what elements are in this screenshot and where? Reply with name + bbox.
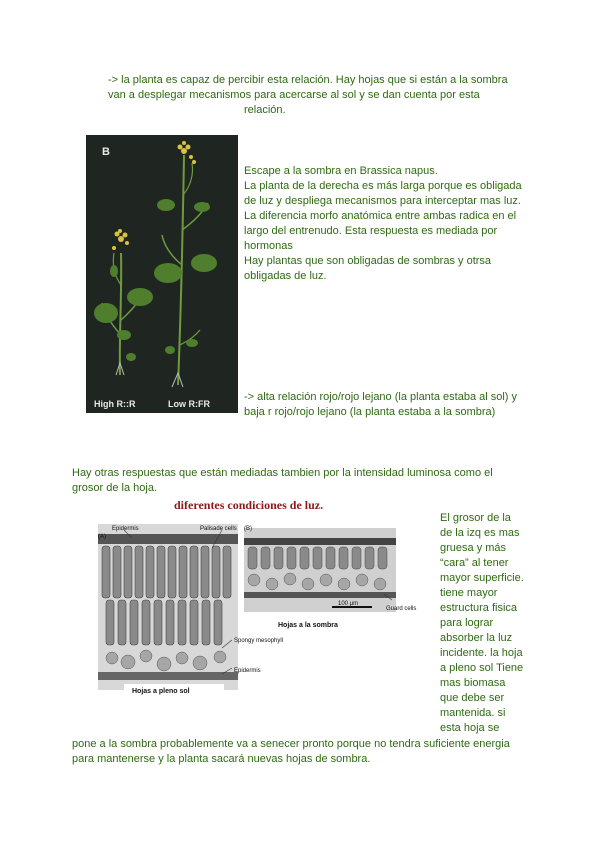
label-a: (A) <box>98 534 106 540</box>
intro-line-3: relación. <box>244 104 286 116</box>
label-spongy: Spongy mesophyll <box>234 638 284 644</box>
arrow-note-line-2: baja r rojo/rojo lejano (la planta estaba a la sombra) <box>244 406 496 418</box>
brassica-plants-photo <box>86 135 238 413</box>
side2-line: estructura fisica <box>440 602 518 614</box>
arrow-note-line-1: -> alta relación rojo/rojo lejano (la planta estaba al sol) y <box>244 391 518 403</box>
scale-bar-label: 100 μm <box>338 601 359 607</box>
side2-line: a pleno sol Tiene <box>440 662 524 674</box>
side2-line: gruesa y más <box>440 542 507 554</box>
side2-line: para lograr <box>440 617 494 629</box>
para2-line-1: Hay otras respuestas que están mediadas tambien por la intensidad luminosa como el <box>72 467 493 479</box>
para2-line-2: grosor de la hoja. <box>72 482 157 494</box>
side2-line: El grosor de la <box>440 512 511 524</box>
side2-line: tiene mayor <box>440 587 498 599</box>
side2-line: incidente. la hoja <box>440 647 523 659</box>
label-low-r-fr: Low R:FR <box>168 399 210 409</box>
side1-line: La diferencia morfo anatómica entre ambas radica en el <box>244 210 517 222</box>
side2-line: “cara” al tener <box>440 557 509 569</box>
label-hojas-sol: Hojas a pleno sol <box>132 688 190 695</box>
plants-illustration <box>86 135 238 413</box>
side2-line: que debe ser <box>440 692 505 704</box>
closing-line-1: pone a la sombra probablemente va a senecer pronto porque no tendra suficiente energia <box>72 738 510 750</box>
side1-line: largo del entrenudo. Esta respuesta es mediada por <box>244 225 498 237</box>
side1-line: Escape a la sombra en Brassica napus. <box>244 165 438 177</box>
label-hojas-sombra: Hojas a la sombra <box>278 622 338 629</box>
side1-line: obligadas de luz. <box>244 270 327 282</box>
side1-line: La planta de la derecha es más larga porque es obligada <box>244 180 522 192</box>
leaf-cross-section-figure <box>72 500 434 721</box>
side2-line: esta hoja se <box>440 722 500 734</box>
label-high-r-fr: High R::R <box>94 399 136 409</box>
label-epidermis-top: Epidermis <box>112 526 139 532</box>
figure-caption-top: diferentes condiciones de luz. <box>174 500 324 512</box>
side2-line: mayor superficie. <box>440 572 524 584</box>
intro-line-1: -> la planta es capaz de percibir esta relación. Hay hojas que si están a la sombra <box>108 74 508 86</box>
label-palisade: Palisade cells <box>200 526 237 532</box>
label-b: (B) <box>244 526 252 532</box>
side2-line: mas biomasa <box>440 677 506 689</box>
side1-line: Hay plantas que son obligadas de sombras y otrsa <box>244 255 492 267</box>
closing-line-2: para mantenerse y la planta sacará nuevas hojas de sombra. <box>72 753 371 765</box>
label-guard-cells: Guard cells <box>386 606 417 612</box>
side2-line: absorber la luz <box>440 632 513 644</box>
side1-line: hormonas <box>244 240 293 252</box>
intro-line-2: van a desplegar mecanismos para acercarse al sol y se dan cuenta por esta <box>108 89 480 101</box>
side2-line: de la izq es mas <box>440 527 520 539</box>
label-epidermis-bottom: Epidermis <box>234 668 261 674</box>
panel-label-b: B <box>102 146 110 158</box>
side1-line: de luz y despliega mecanismos para interceptar mas luz. <box>244 195 521 207</box>
side2-line: mantenida. si <box>440 707 506 719</box>
